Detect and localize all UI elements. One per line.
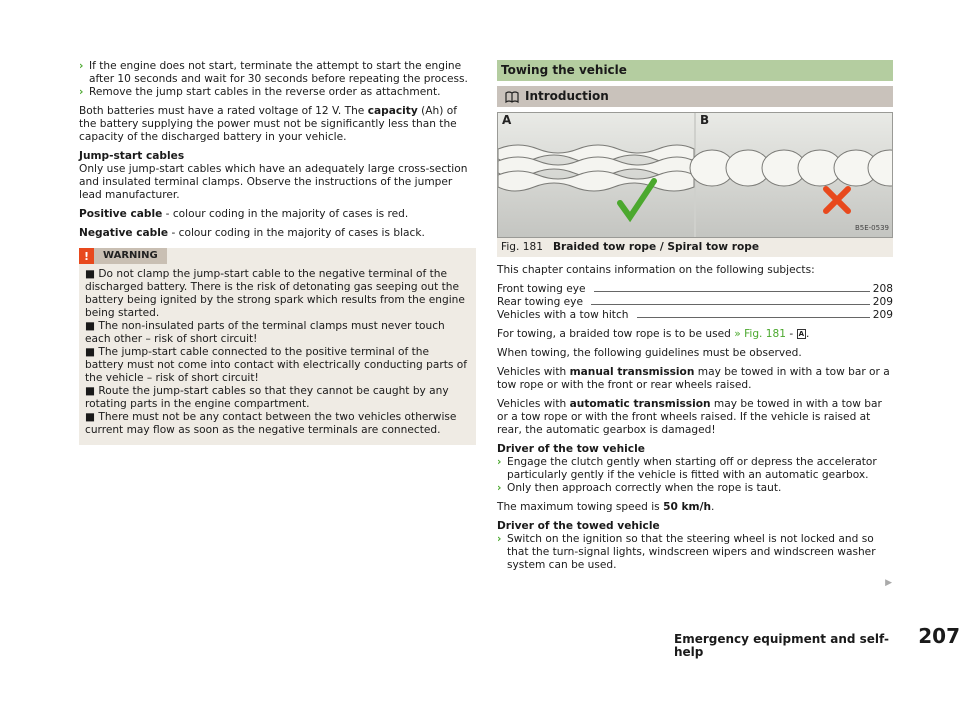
section-title: Towing the vehicle [497, 60, 893, 81]
left-column [79, 60, 476, 445]
bullet-arrow-icon: › [497, 482, 502, 494]
bullet-arrow-icon: › [497, 533, 502, 545]
figure-label-a: A [502, 113, 512, 127]
bullet-arrow-icon: › [79, 60, 84, 72]
warning-item: ■ Route the jump-start cables so that they cannot be caught by any rotating parts in the engine compartment. [85, 385, 449, 410]
page-number: 207 [918, 624, 960, 648]
bullet-arrow-icon: › [497, 456, 502, 468]
towed-driver-title: Driver of the towed vehicle [497, 520, 660, 532]
figure-link[interactable]: » Fig. 181 [734, 328, 787, 340]
figure-code: B5E-0539 [854, 224, 889, 232]
toc-item[interactable]: Vehicles with a tow hitch 209 [497, 309, 893, 321]
speed-paragraph: The maximum towing speed is 50 km/h. [497, 501, 715, 513]
cables-title: Jump-start cables [79, 150, 185, 162]
continue-icon: ▶ [885, 578, 892, 588]
page-footer [674, 624, 960, 659]
cables-paragraph: Jump-start cables Only use jump-start cables which have an adequately large cross-section and insulated terminal clamps. Observe the instructions of the jumper lead manufacturer. [79, 150, 468, 201]
bullet-arrow-icon: › [79, 86, 84, 98]
toc-item[interactable]: Front towing eye 208 [497, 283, 893, 295]
tow-rope-figure [497, 112, 893, 238]
figure-caption: Fig. 181 Braided tow rope / Spiral tow rope [497, 238, 893, 257]
tow-driver-title: Driver of the tow vehicle [497, 443, 645, 455]
warning-item: ■ There must not be any contact between the two vehicles otherwise current may flow as soon as the negative terminals are connected. [85, 411, 457, 436]
right-column [497, 60, 893, 572]
warning-header [79, 248, 476, 264]
bullet-item: › Remove the jump start cables in the reverse order as attachment. [79, 86, 441, 98]
rope-illustration [498, 113, 892, 237]
bullet-item: › Switch on the ignition so that the steering wheel is not locked and so that the turn-signal lights, windscreen wipers and windscreen washer system can be used. [497, 533, 876, 571]
bullet-item: › If the engine does not start, terminate the attempt to start the engine after 10 seconds and wait for 30 seconds before repeating the process. [79, 60, 468, 85]
warning-item: ■ The jump-start cable connected to the positive terminal of the battery must not come into contact with electrically conducting parts of the vehicle – risk of short circuit! [85, 346, 467, 384]
rope-paragraph: For towing, a braided tow rope is to be used » Fig. 181 - A . [497, 328, 810, 340]
chapter-title: Emergency equipment and self-help [674, 632, 890, 659]
manual-paragraph: Vehicles with manual transmission may be towed in with a tow bar or a tow rope or with the front or rear wheels raised. [497, 366, 890, 391]
warning-title: WARNING [94, 248, 167, 264]
warning-box [79, 248, 476, 445]
intro-paragraph: This chapter contains information on the following subjects: [497, 264, 815, 276]
book-icon [505, 91, 519, 103]
guidelines-paragraph: When towing, the following guidelines must be observed. [497, 347, 802, 359]
negative-cable-paragraph: Negative cable - colour coding in the majority of cases is black. [79, 227, 425, 239]
automatic-paragraph: Vehicles with automatic transmission may be towed in with a tow bar or a tow rope or with the front wheels raised. If the vehicle is raised at rear, the automatic gearbox is damaged! [497, 398, 882, 436]
bullet-item: › Engage the clutch gently when starting off or depress the accelerator particularly gently if the vehicle is fitted with an automatic gearbox. [497, 456, 877, 481]
cross-icon [826, 189, 848, 211]
warning-item: ■ The non-insulated parts of the terminal clamps must never touch each other – risk of short circuit! [85, 320, 445, 345]
bullet-item: › Only then approach correctly when the rope is taut. [497, 482, 782, 494]
toc-item[interactable]: Rear towing eye 209 [497, 296, 893, 308]
positive-cable-paragraph: Positive cable - colour coding in the majority of cases is red. [79, 208, 409, 220]
subsection-title: Introduction [497, 86, 893, 107]
warning-item: ■ Do not clamp the jump-start cable to the negative terminal of the discharged battery. There is the risk of detonating gas seeping out the battery being ignited by the strong spark which results from the engine being started. [85, 268, 465, 319]
warning-body [79, 264, 476, 445]
voltage-paragraph: Both batteries must have a rated voltage of 12 V. The capacity (Ah) of the battery supplying the power must not be significantly less than the capacity of the discharged battery in your vehicle. [79, 105, 457, 143]
warning-icon: ! [79, 248, 94, 264]
check-icon [620, 181, 654, 217]
figure-label-b: B [700, 113, 710, 127]
